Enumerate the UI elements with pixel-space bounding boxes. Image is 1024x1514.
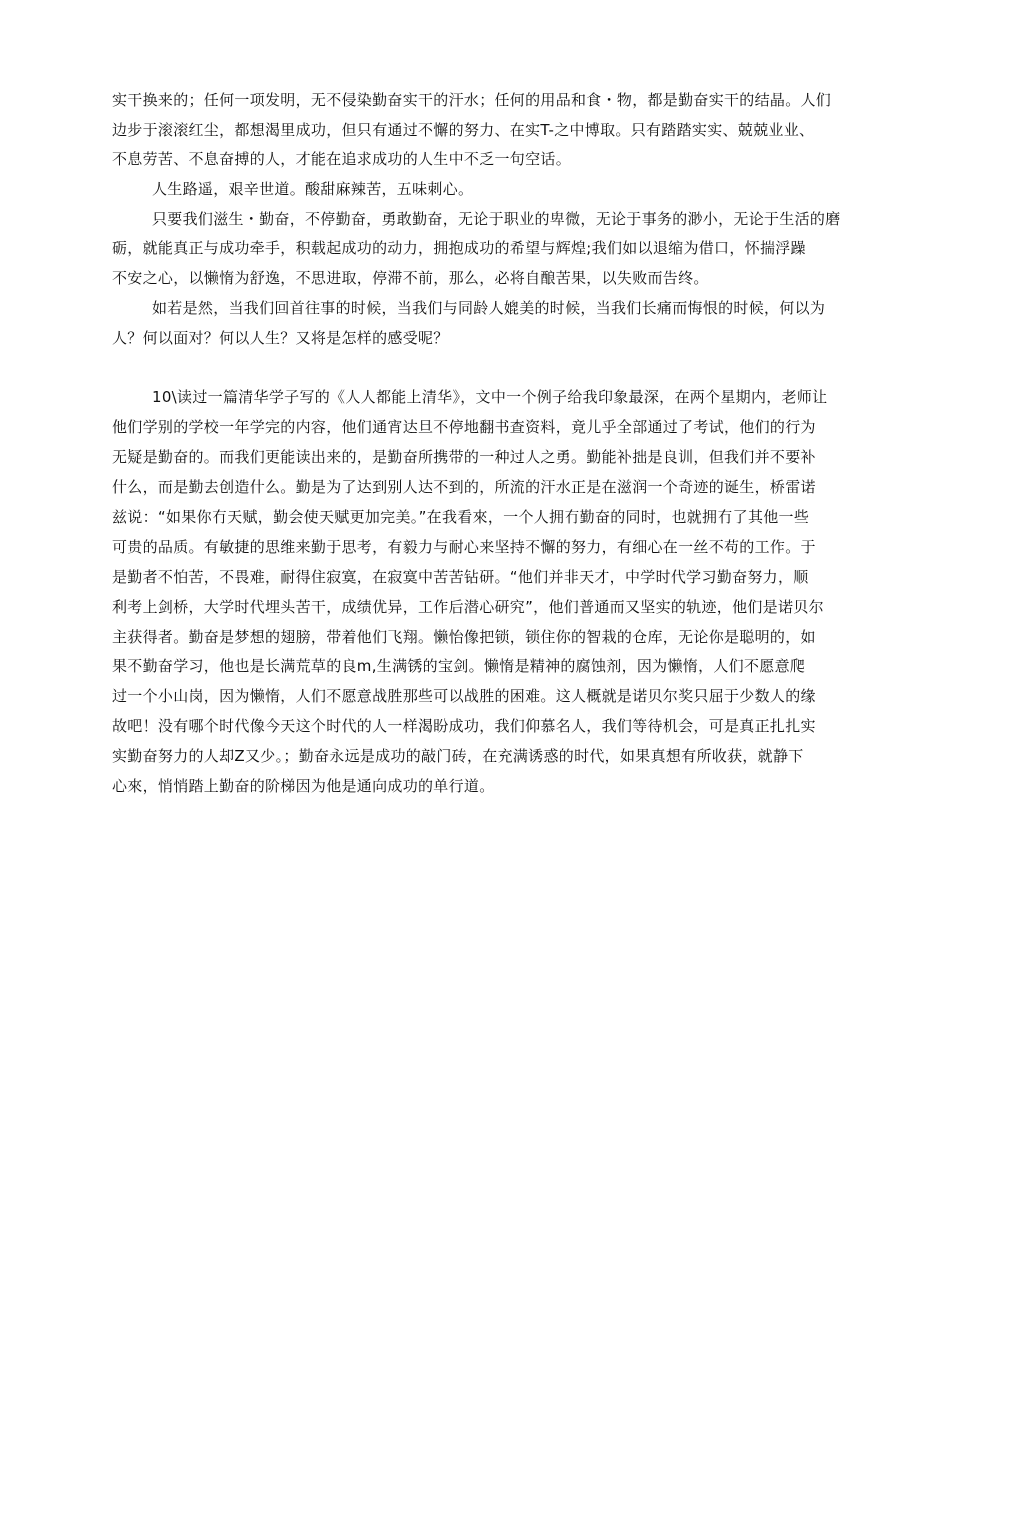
text-line: 不安之心，以懒惰为舒逸，不思进取，停滞不前，那么，必将自酿苦果，以失败而告终。	[112, 269, 709, 287]
text-line: 砺，就能真正与成功牵手，积载起成功的动力，拥抱成功的希望与辉煌;我们如以退缩为借口，怀揣浮躁	[112, 239, 806, 257]
text-line: 人生路遥，艰辛世道。酸甜麻辣苦，五味刺心。	[152, 180, 474, 198]
text-line: 不息劳苦、不息奋搏的人，才能在追求成功的人生中不乏一句空话。	[112, 150, 572, 168]
text-line: 实勤奋努力的人却Z又少。；勤奋永远是成功的敲门砖，在充满诱惑的时代，如果真想有所收获，就静下	[112, 747, 804, 765]
text-line: 无疑是勤奋的。而我们更能读出来的，是勤奋所携带的一种过人之勇。勤能补拙是良训，但我们并不要补	[112, 448, 816, 466]
text-line: 边步于滚滚红尘，都想渴里成功，但只有通过不懈的努力、在实T-之中博取。只有踏踏实实、兢兢业业、	[112, 121, 815, 139]
text-line: 故吧！没有哪个时代像今天这个时代的人一样渴盼成功，我们仰慕名人，我们等待机会，可是真正扎扎实	[112, 717, 816, 735]
text-line: 主获得者。勤奋是梦想的翅膀，带着他们飞翔。懒怡像把锁，锁住你的智栽的仓库，无论你是聪明的，如	[112, 628, 816, 646]
text-line: 果不勤奋学习，他也是长满荒草的良m,生满锈的宝剑。懒惰是精神的腐蚀剂，因为懒惰，人们不愿意爬	[112, 657, 806, 675]
text-line: 什么，而是勤去创造什么。勤是为了达到别人达不到的，所流的汗水正是在滋润一个奇迹的诞生，桥雷诺	[112, 478, 816, 496]
text-line: 利考上剑桥，大学时代埋头苦干，成绩优异，工作后潜心研究”，他们普通而又坚实的轨迹，他们是诺贝尔	[112, 598, 824, 616]
text-line: 过一个小山岗，因为懒惰，人们不愿意战胜那些可以战胜的困难。这人概就是诺贝尔奖只屈于少数人的缘	[112, 687, 816, 705]
text-line: 兹说：“如果你冇天赋，勤会使天赋更加完美。”在我看來，一个人拥冇勤奋的同时，也就拥冇了其他一些	[112, 508, 810, 526]
text-line: 他们学别的学校一年学完的内容，他们通宵达旦不停地翻书查资料，竟儿乎全部通过了考试，他们的行为	[112, 418, 816, 436]
text-line: 如若是然，当我们回首往事的时候，当我们与同龄人媲美的时候，当我们长痛而悔恨的时候，何以为	[152, 299, 826, 317]
text-line: 只要我们滋生・勤奋，不停勤奋，勇敢勤奋，无论于职业的卑微，无论于事务的渺小，无论于生活的磨	[152, 210, 841, 228]
text-line: 是勤者不怕苦，不畏难，耐得住寂寞，在寂寞中苦苦钻研。“他们并非天才，中学时代学习勤奋努力，顺	[112, 568, 809, 586]
text-line: 心來，悄悄踏上勤奋的阶梯因为他是通向成功的单行道。	[112, 777, 495, 795]
text-line: 可贵的品质。有敏捷的思维来勤于思考，有毅力与耐心来坚持不懈的努力，有细心在一丝不苟的工作。于	[112, 538, 816, 556]
text-line: 人？何以面对？何以人生？又将是怎样的感受呢？	[112, 329, 449, 347]
text-line: 实干换来的；任何一项发明，无不侵染勤奋实干的汗水；任何的用品和食・物，都是勤奋实干的结晶。人们	[112, 91, 832, 109]
text-line: 10\读过一篇清华学子写的《人人都能上清华》，文中一个例子给我印象最深，在两个星期内，老师让	[152, 388, 828, 406]
